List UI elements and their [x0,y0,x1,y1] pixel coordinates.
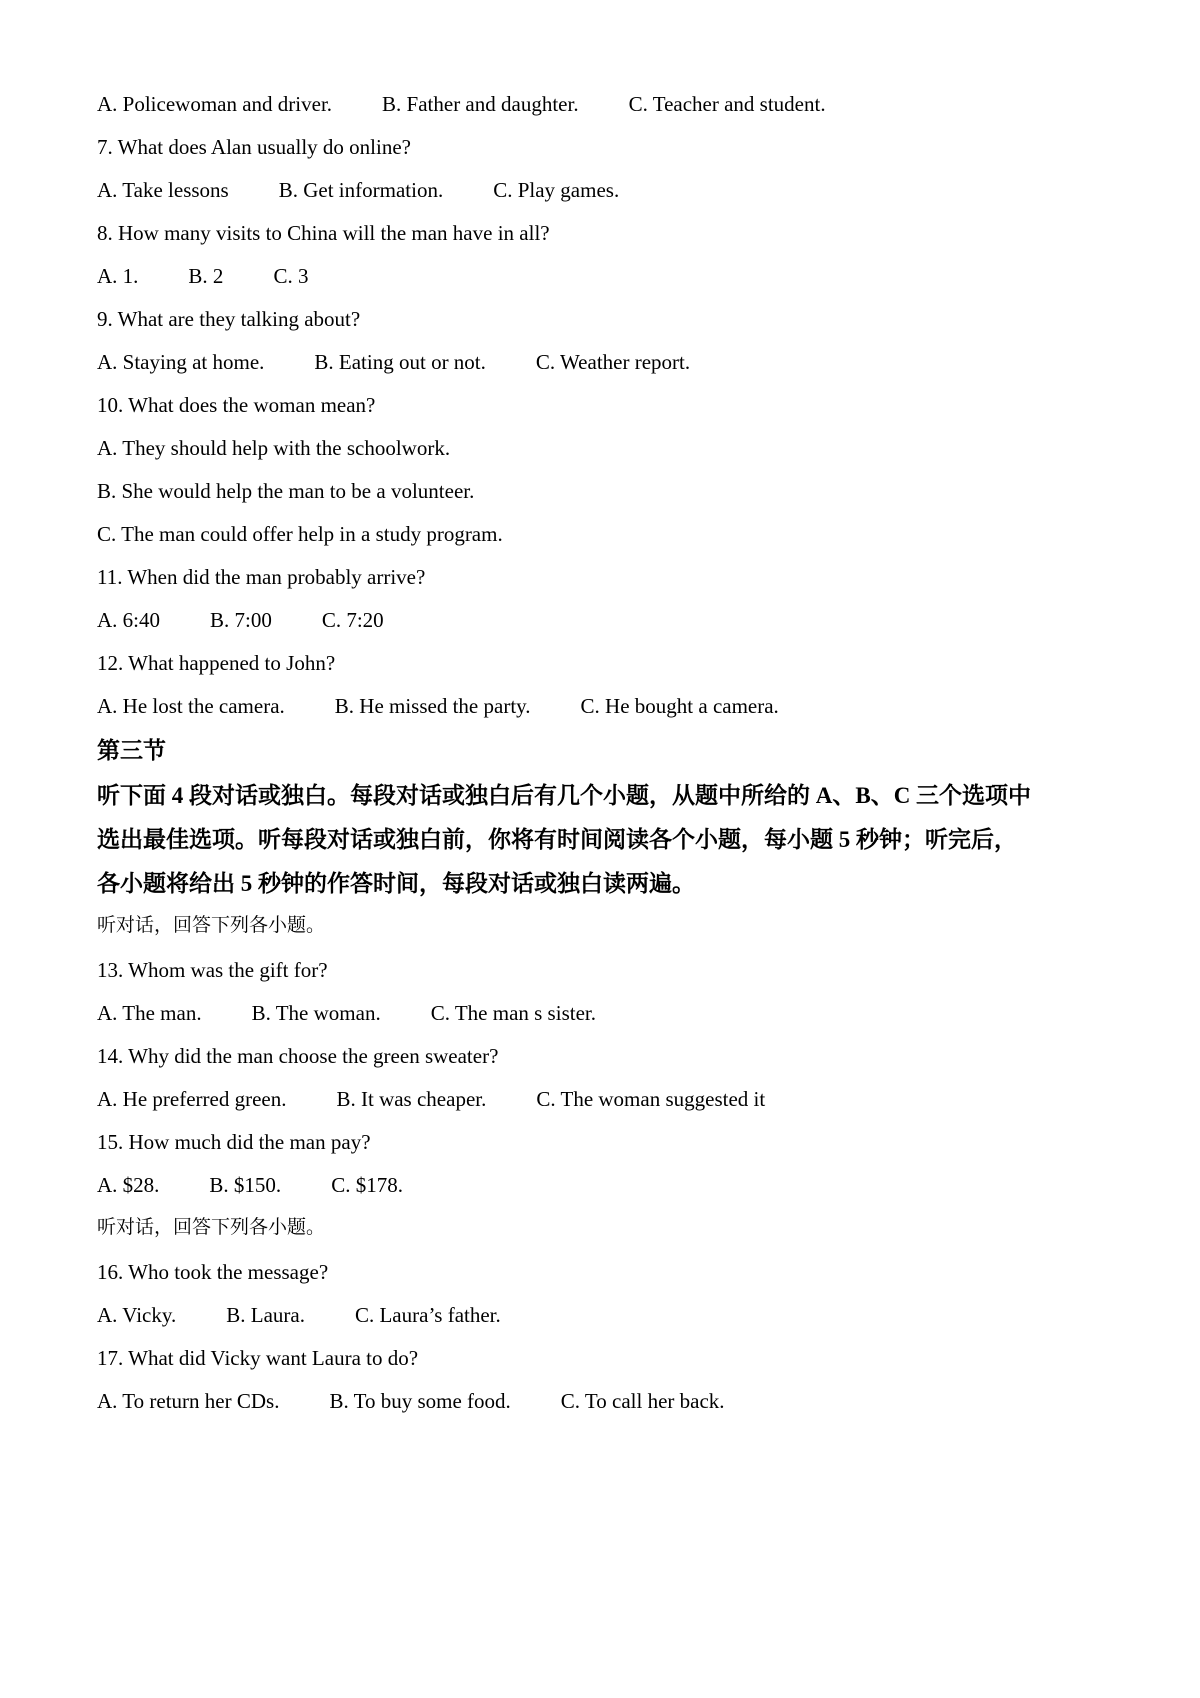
option-choice: A. Take lessons [97,178,229,202]
question-line: A. They should help with the schoolwork. [97,436,451,460]
option-choice: A. Policewoman and driver. [97,92,333,116]
option-choice: C. $178. [331,1173,403,1197]
option-choice: A. Staying at home. [97,350,265,374]
options-row [97,1304,1103,1326]
question-line: 10. What does the woman mean? [97,393,376,417]
options-row [97,1390,1103,1412]
option-choice: C. 7:20 [321,608,384,632]
question-line: 12. What happened to John? [97,651,336,675]
option-choice: B. Eating out or not. [314,350,486,374]
option-choice: B. He missed the party. [334,694,531,718]
options-row [97,93,1103,115]
options-row [97,265,1103,287]
option-choice: B. $150. [209,1173,282,1197]
section-heading: 第三节 [97,738,166,763]
instructions-line: 听下面 4 段对话或独白。每段对话或独白后有几个小题，从题中所给的 A、B、C 三个选项中 [97,783,1032,808]
question-line: 15. How much did the man pay? [97,1130,371,1154]
option-choice: C. Play games. [493,178,620,202]
options-row [97,695,1103,717]
listen-note: 听对话，回答下列各小题。 [97,915,326,936]
question-line: 9. What are they talking about? [97,307,361,331]
options-row [97,179,1103,201]
option-choice: C. He bought a camera. [580,694,779,718]
option-choice: C. The man s sister. [430,1001,596,1025]
option-choice: B. 7:00 [210,608,272,632]
question-line: B. She would help the man to be a volunteer. [97,479,475,503]
option-choice: B. It was cheaper. [336,1087,487,1111]
option-choice: B. To buy some food. [329,1389,511,1413]
option-choice: B. Father and daughter. [382,92,579,116]
question-line: C. The man could offer help in a study program. [97,522,503,546]
option-choice: C. 3 [273,264,309,288]
option-choice: C. The woman suggested it [536,1087,766,1111]
option-choice: A. He preferred green. [97,1087,287,1111]
option-choice: C. Weather report. [535,350,691,374]
option-choice: B. 2 [188,264,224,288]
question-line: 7. What does Alan usually do online? [97,135,411,159]
options-row [97,1088,1103,1110]
option-choice: B. Get information. [278,178,444,202]
question-line: 11. When did the man probably arrive? [97,565,426,589]
option-choice: A. 6:40 [97,608,160,632]
option-choice: A. He lost the camera. [97,694,285,718]
question-line: 13. Whom was the gift for? [97,958,328,982]
question-line: 17. What did Vicky want Laura to do? [97,1346,419,1370]
question-line: 16. Who took the message? [97,1260,329,1284]
options-row [97,1002,1103,1024]
option-choice: B. Laura. [226,1303,305,1327]
question-line: 14. Why did the man choose the green sweater? [97,1044,499,1068]
options-row [97,1174,1103,1196]
option-choice: B. The woman. [251,1001,381,1025]
options-row [97,351,1103,373]
option-choice: A. The man. [97,1001,202,1025]
option-choice: A. 1. [97,264,139,288]
option-choice: A. $28. [97,1173,160,1197]
instructions-line: 各小题将给出 5 秒钟的作答时间，每段对话或独白读两遍。 [97,871,695,896]
listen-note: 听对话，回答下列各小题。 [97,1217,326,1238]
options-row [97,609,1103,631]
option-choice: C. To call her back. [560,1389,725,1413]
instructions-line: 选出最佳选项。听每段对话或独白前，你将有时间阅读各个小题，每小题 5 秒钟；听完后， [97,827,1017,852]
option-choice: C. Teacher and student. [628,92,826,116]
option-choice: C. Laura’s father. [354,1303,501,1327]
option-choice: A. To return her CDs. [97,1389,280,1413]
question-line: 8. How many visits to China will the man have in all? [97,221,550,245]
option-choice: A. Vicky. [97,1303,177,1327]
